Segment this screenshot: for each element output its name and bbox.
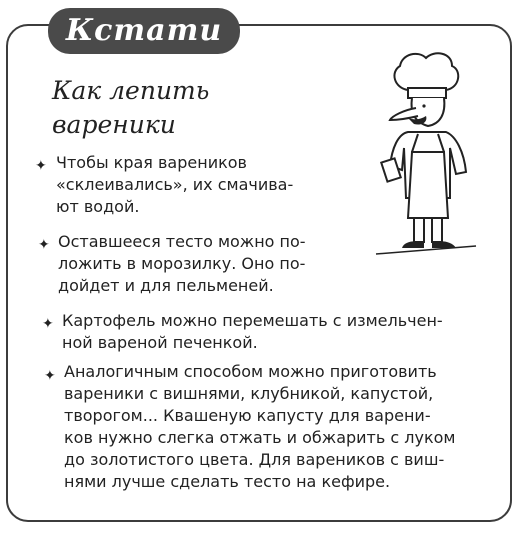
item-line: Аналогичным способом можно приготовить: [64, 362, 437, 381]
list-item: [64, 361, 486, 493]
item-line: ной вареной печенкой.: [62, 333, 258, 352]
bullet-icon: ✦: [38, 237, 50, 253]
item-line: Чтобы края вареников: [56, 153, 247, 172]
item-line: до золотистого цвета. Для вареников с виш-: [64, 450, 445, 469]
title-line: Как лепить: [52, 76, 210, 105]
item-line: творогом... Квашеную капусту для варени-: [64, 406, 431, 425]
item-line: ложить в морозилку. Оно по-: [58, 254, 306, 273]
chef-illustration: [368, 48, 480, 260]
list-item: [56, 152, 332, 218]
bullet-icon: ✦: [35, 158, 47, 174]
item-line: вареники с вишнями, клубникой, капустой,: [64, 384, 434, 403]
item-line: Картофель можно перемешать с измельчен-: [62, 311, 443, 330]
item-line: дойдет и для пельменей.: [58, 276, 274, 295]
list-item: [62, 310, 482, 354]
item-line: ков нужно слегка отжать и обжарить с луком: [64, 428, 456, 447]
bullet-icon: ✦: [42, 316, 54, 332]
tip-badge: Кстати: [48, 8, 240, 54]
item-line: «склеивались», их смачива-: [56, 175, 294, 194]
title-line: вареники: [52, 110, 176, 139]
list-item: [58, 231, 330, 297]
item-line: ют водой.: [56, 197, 140, 216]
bullet-icon: ✦: [44, 368, 56, 384]
item-line: Оставшееся тесто можно по-: [58, 232, 306, 251]
tip-title: [52, 74, 209, 142]
item-line: нями лучше сделать тесто на кефире.: [64, 472, 391, 491]
